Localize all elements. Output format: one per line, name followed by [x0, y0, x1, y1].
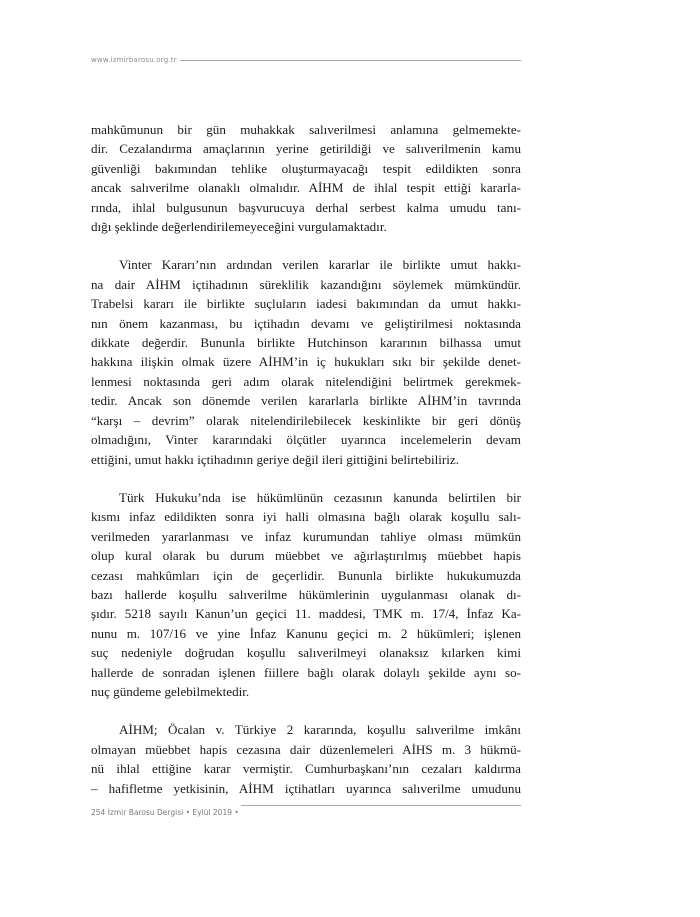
text-line: “karşı – devrim” olarak nitelendirilebilecek keskinlikte bir geri dönüş [91, 412, 521, 428]
text-line: suç nedeniyle doğrudan koşullu salıverilmeyi olanaksız kılarken kimi [91, 645, 521, 661]
text-line: Türk Hukuku’nda ise hükümlünün cezasının kanunda belirtilen bir [119, 489, 521, 505]
issue-date: Eylül 2019 [192, 807, 232, 817]
text-line: dikkate değerdir. Bununla birlikte Hutchinson kararının bilhassa umut [91, 335, 521, 351]
text-line: – hafifletme yetkisinin, AİHM içtihatları uyarınca salıverilme umudunu [91, 780, 521, 796]
text-line: Trabelsi kararı ile birlikte suçluların iadesi bakımından da umut hakkı- [91, 296, 521, 312]
text-line: nunu m. 107/16 ve yine İnfaz Kanunu geçici m. 2 hükümleri; işlenen [91, 625, 521, 641]
header-rule [180, 60, 521, 61]
text-line: tedir. Ancak son dönemde verilen kararlarla birlikte AİHM’in tavrında [91, 393, 521, 409]
text-line: cezası mahkûmları için de geçerlidir. Bununla birlikte hukukumuzda [91, 567, 521, 583]
text-line: dir. Cezalandırma amaçlarının yerine getirildiği ve salıverilmenin kamu [91, 141, 521, 157]
body-text [91, 120, 521, 817]
text-line: lenmesi noktasında geri adım olarak nitelendiğini belirtmek gerekmek- [91, 373, 521, 389]
text-line: na dair AİHM içtihadının süreklilik kazandığını söylemek mümkündür. [91, 276, 521, 292]
text-line: olmadığını, Vinter kararındaki ölçütler uyarınca incelemelerin devam [91, 432, 521, 448]
text-line: ettiğini, umut hakkı içtihadının geriye değil ileri gittiğini belirtebiliriz. [91, 451, 459, 467]
running-footer [91, 801, 521, 815]
text-line: olmayan müebbet hapis cezasına dair düzenlemeleri AİHS m. 3 hükmü- [91, 741, 521, 757]
text-line: güvenliği bakımından tehlike oluşturmayacağı tespit edildikten sonra [91, 160, 521, 176]
footer-separator: • [234, 807, 239, 817]
paragraph-4 [91, 720, 521, 798]
text-line: nü ihlal ettiğine karar vermiştir. Cumhurbaşkanı’nın cezaları kaldırma [91, 761, 521, 777]
paragraph-1 [91, 120, 521, 236]
text-line: nuç gündeme gelebilmektedir. [91, 683, 250, 699]
text-line: dığı şeklinde değerlendirilemeyeceğini vurgulamaktadır. [91, 219, 387, 235]
text-line: nın önem kazanması, bu içtihadın devamı ve geliştirilmesi noktasında [91, 315, 521, 331]
paragraph-2 [91, 255, 521, 468]
page-number: 254 [91, 807, 106, 817]
header-url[interactable]: www.izmirbarosu.org.tr [91, 56, 177, 64]
text-line: hallerde de sonradan işlenen fiillere bağlı olarak dolaylı şekilde aynı so- [91, 664, 521, 680]
footer-rule [241, 805, 521, 806]
footer-separator: • [185, 807, 191, 817]
text-line: AİHM; Öcalan v. Türkiye 2 kararında, koşullu salıverilme imkânı [119, 722, 521, 738]
text-line: bazı hallerde koşullu salıverilme hükümlerinin uygulanması olanak dı- [91, 586, 521, 602]
running-header [91, 53, 521, 67]
text-line: ancak salıverilme olanaklı olmalıdır. AİHM de ihlal tespit ettiği kararla- [91, 180, 521, 196]
footer-label [91, 808, 239, 817]
text-line: Vinter Kararı’nın ardından verilen kararlar ile birlikte umut hakkı- [119, 257, 521, 273]
paragraph-3 [91, 488, 521, 701]
text-line: hakkına ilişkin olmak üzere AİHM’in iç hukukları sıkı bir şekilde denet- [91, 354, 521, 370]
text-line: rında, ihlal bulgusunun başvurucuya derhal serbest kalma umudu tanı- [91, 199, 521, 215]
text-line: mahkûmunun bir gün muhakkak salıverilmesi anlamına gelmemekte- [91, 122, 521, 137]
journal-name: İzmir Barosu Dergisi [107, 807, 184, 817]
text-line: verilmeden yararlanması ve infaz kurumundan tahliye olması mümkün [91, 528, 521, 544]
text-line: şıdır. 5218 sayılı Kanun’un geçici 11. maddesi, TMK m. 17/4, İnfaz Ka- [91, 606, 521, 622]
text-line: olup kural olarak bu durum müebbet ve ağırlaştırılmış müebbet hapis [91, 548, 521, 564]
text-line: kısmı infaz edildikten sonra iyi halli olmasına bağlı olarak koşullu salı- [91, 509, 521, 525]
